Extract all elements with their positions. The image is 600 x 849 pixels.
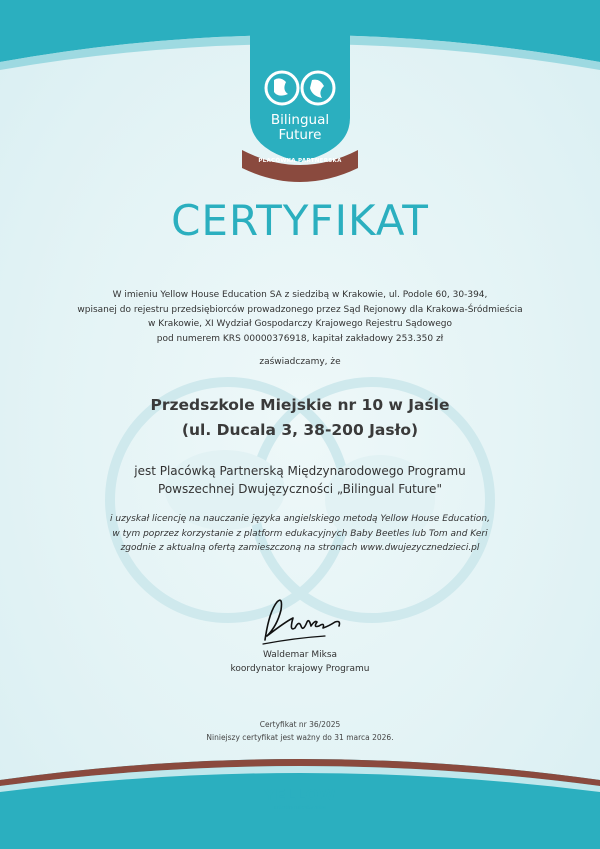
badge-ribbon-label: PLACÓWKA PARTNERSKA bbox=[258, 158, 342, 164]
status-line: jest Placówką Partnerską Międzynarodowego Programu bbox=[134, 464, 466, 478]
license-line: zgodnie z aktualną ofertą zamieszczoną na stronach www.dwujezycznedzieci.pl bbox=[120, 543, 480, 553]
badge-title-line1: Bilingual bbox=[270, 112, 330, 128]
logo-brand: YELLOW bbox=[264, 786, 336, 804]
partner-status bbox=[60, 462, 540, 498]
issuer-line: W imieniu Yellow House Education SA z siedzibą w Krakowie, ul. Podole 60, 30-394, bbox=[112, 290, 488, 300]
certificate-validity: Niniejszy certyfikat jest ważny do 31 marca 2026. bbox=[206, 732, 394, 742]
issuer-line: pod numerem KRS 00000376918, kapitał zakładowy 253.350 zł bbox=[156, 333, 444, 344]
badge-title bbox=[242, 113, 358, 143]
recipient-address: (ul. Ducala 3, 38-200 Jasło) bbox=[181, 421, 419, 439]
yellow-house-logo bbox=[262, 786, 338, 818]
attestation-phrase: zaświadczamy, że bbox=[259, 357, 341, 367]
recipient bbox=[60, 393, 540, 443]
license-line: i uzyskał licencję na nauczanie języka angielskiego metodą Yellow House Education, bbox=[110, 514, 490, 524]
license-line: w tym poprzez korzystanie z platform edukacyjnych Baby Beetles lub Tom and Keri bbox=[112, 528, 488, 539]
status-line: Powszechnej Dwujęzyczności „Bilingual Future" bbox=[158, 482, 442, 496]
certificate-title: CERTYFIKAT bbox=[171, 196, 429, 245]
signer-block bbox=[60, 648, 540, 676]
badge-title-line2: Future bbox=[278, 127, 322, 143]
recipient-name: Przedszkole Miejskie nr 10 w Jaśle bbox=[150, 396, 450, 414]
logo-subtitle: HOUSE EDUCATION bbox=[273, 806, 327, 811]
issuer-statement bbox=[60, 288, 540, 346]
handwritten-signature bbox=[255, 592, 350, 648]
signer-name: Waldemar Miksa bbox=[262, 650, 338, 660]
certificate-footnote bbox=[60, 719, 540, 744]
issuer-line: w Krakowie, XI Wydział Gospodarczy Krajowego Rejestru Sądowego bbox=[147, 319, 453, 329]
license-statement bbox=[60, 512, 540, 556]
issuer-line: wpisanej do rejestru przedsiębiorców prowadzonego przez Sąd Rejonowy dla Krakowa-Śródmieścia bbox=[77, 304, 523, 315]
certificate-number: Certyfikat nr 36/2025 bbox=[259, 720, 341, 729]
signer-role: koordynator krajowy Programu bbox=[230, 664, 370, 674]
